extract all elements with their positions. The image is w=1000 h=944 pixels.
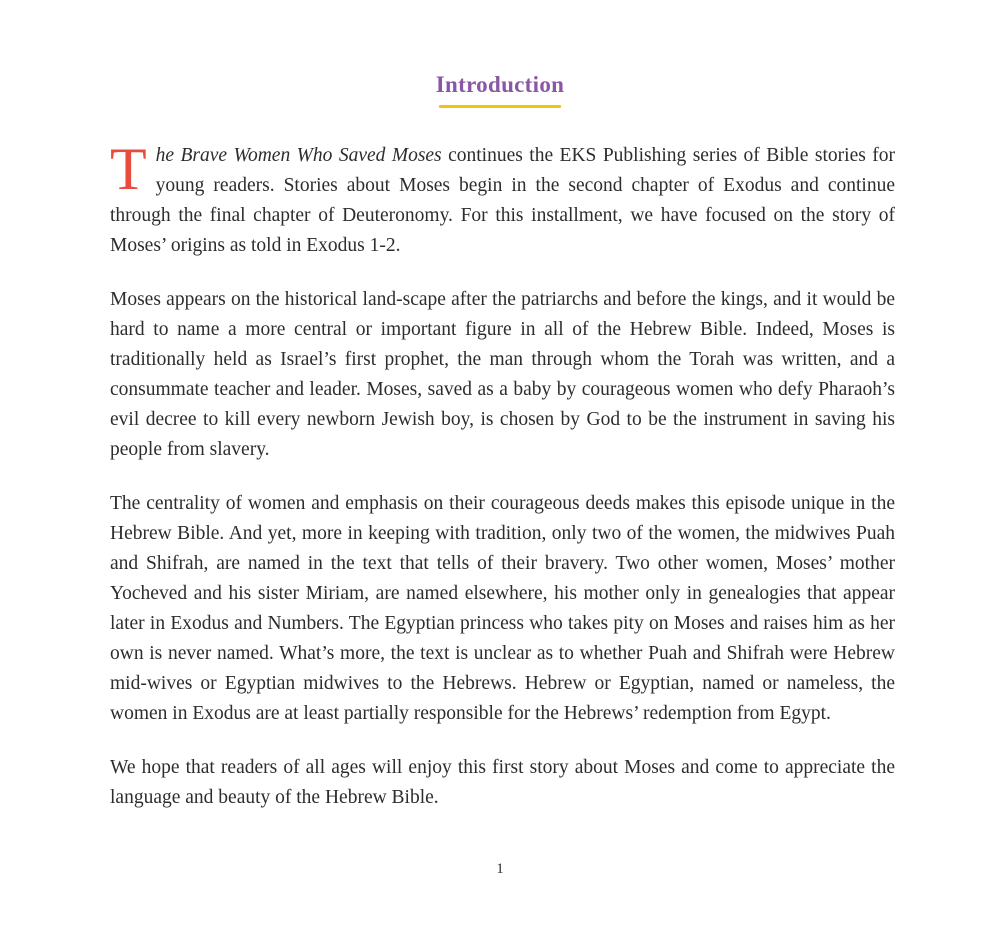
book-title-italic: he Brave Women Who Saved Moses (155, 145, 442, 166)
page-number: 1 (496, 861, 504, 877)
title-underline (439, 105, 561, 108)
paragraph-1-text: continues the EKS Publishing series of Bible stories for young readers. Stories about Moses begin in the second chapter of Exodus and continue through the final chapter of Deuteronomy. For this installment, we have focused on the story of Moses’ origins as told in Exodus 1-2. (110, 145, 895, 256)
paragraph-2: Moses appears on the historical land-scape after the patriarchs and before the kings, and it would be hard to name a more central or important figure in all of the Hebrew Bible. Indeed, Moses is traditionally held as Israel’s first prophet, the man through whom the Torah was written, and a consummate teacher and leader. Moses, saved as a baby by courageous women who defy Pharaoh’s evil decree to kill every newborn Jewish boy, is chosen by God to be the instrument in saving his people from slavery. (110, 289, 895, 460)
paragraph-3: The centrality of women and emphasis on their courageous deeds makes this episode unique in the Hebrew Bible. And yet, more in keeping with tradition, only two of the women, the midwives Puah and Shifrah, are named in the text that tells of their bravery. Two other women, Moses’ mother Yocheved and his sister Miriam, are named elsewhere, his mother only in genealogies that appear later in Exodus and Numbers. The Egyptian princess who takes pity on Moses and raises him as her own is never named. What’s more, the text is unclear as to whether Puah and Shifrah were Hebrew mid-wives or Egyptian midwives to the Hebrews. Hebrew or Egyptian, named or nameless, the women in Exodus are at least partially responsible for the Hebrews’ redemption from Egypt. (110, 493, 895, 724)
dropcap-letter: T (110, 136, 147, 202)
body-content (110, 136, 895, 813)
paragraph-1 (110, 136, 895, 261)
paragraph-4: We hope that readers of all ages will enjoy this first story about Moses and come to appreciate the language and beauty of the Hebrew Bible. (110, 757, 895, 808)
page-title: Introduction (435, 72, 565, 97)
